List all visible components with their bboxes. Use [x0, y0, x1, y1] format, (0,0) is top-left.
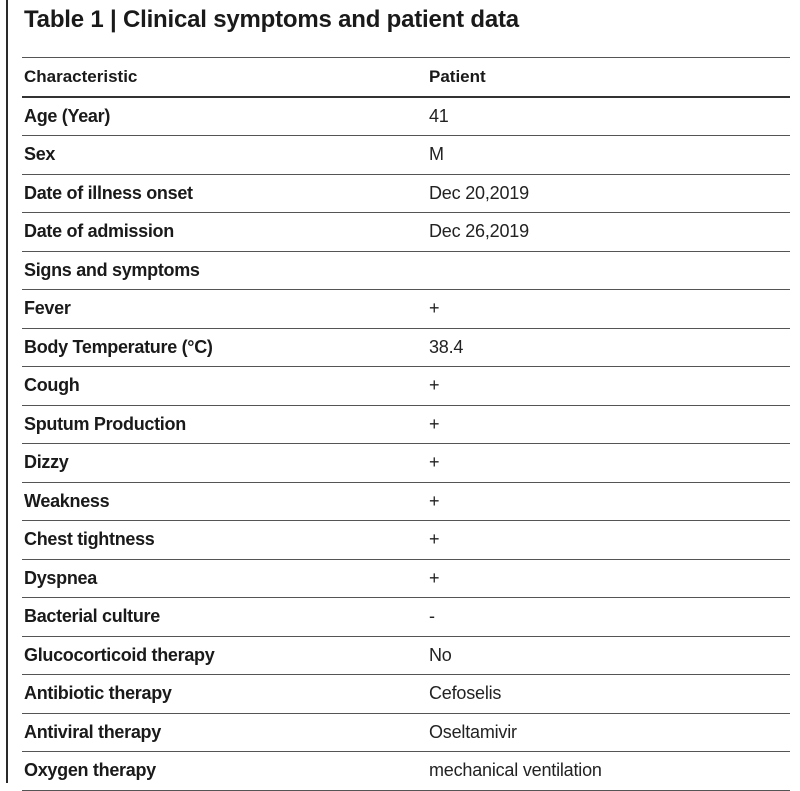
- table-row: [22, 444, 790, 483]
- table-row: [22, 559, 790, 598]
- row-patient-value: +: [427, 482, 790, 521]
- table-row: [22, 174, 790, 213]
- row-patient-value: 41: [427, 97, 790, 136]
- row-characteristic: Cough: [22, 367, 427, 406]
- row-characteristic: Chest tightness: [22, 521, 427, 560]
- row-patient-value: +: [427, 521, 790, 560]
- row-characteristic: Weakness: [22, 482, 427, 521]
- row-characteristic: Signs and symptoms: [22, 251, 427, 290]
- row-patient-value: 38.4: [427, 328, 790, 367]
- table-row: [22, 251, 790, 290]
- left-margin-rule: [6, 0, 8, 783]
- row-characteristic: Sputum Production: [22, 405, 427, 444]
- row-characteristic: Age (Year): [22, 97, 427, 136]
- table-row: [22, 367, 790, 406]
- table-row: [22, 213, 790, 252]
- clinical-data-table-container: [22, 57, 790, 791]
- table-row: [22, 752, 790, 791]
- row-characteristic: Fever: [22, 290, 427, 329]
- table-row: [22, 713, 790, 752]
- row-characteristic: Date of illness onset: [22, 174, 427, 213]
- table-row: [22, 290, 790, 329]
- table-row: [22, 136, 790, 175]
- row-characteristic: Date of admission: [22, 213, 427, 252]
- row-characteristic: Oxygen therapy: [22, 752, 427, 791]
- table-row: [22, 675, 790, 714]
- row-patient-value: +: [427, 405, 790, 444]
- row-characteristic: Dizzy: [22, 444, 427, 483]
- row-patient-value: +: [427, 444, 790, 483]
- row-patient-value: M: [427, 136, 790, 175]
- row-characteristic: Body Temperature (°C): [22, 328, 427, 367]
- row-characteristic: Antiviral therapy: [22, 713, 427, 752]
- row-patient-value: [427, 251, 790, 290]
- row-patient-value: -: [427, 598, 790, 637]
- table-row: [22, 97, 790, 136]
- row-patient-value: Oseltamivir: [427, 713, 790, 752]
- table-row: [22, 328, 790, 367]
- row-patient-value: Cefoselis: [427, 675, 790, 714]
- row-characteristic: Bacterial culture: [22, 598, 427, 637]
- row-characteristic: Sex: [22, 136, 427, 175]
- table-header-row: [22, 58, 790, 97]
- row-patient-value: +: [427, 559, 790, 598]
- row-patient-value: Dec 26,2019: [427, 213, 790, 252]
- table-row: [22, 598, 790, 637]
- table-row: [22, 482, 790, 521]
- row-characteristic: Antibiotic therapy: [22, 675, 427, 714]
- row-patient-value: Dec 20,2019: [427, 174, 790, 213]
- row-patient-value: +: [427, 367, 790, 406]
- table-row: [22, 405, 790, 444]
- clinical-data-table: [22, 57, 790, 791]
- row-characteristic: Glucocorticoid therapy: [22, 636, 427, 675]
- row-characteristic: Dyspnea: [22, 559, 427, 598]
- column-header-patient: Patient: [427, 58, 790, 97]
- table-title: Table 1 | Clinical symptoms and patient data: [24, 6, 519, 33]
- column-header-characteristic: Characteristic: [22, 58, 427, 97]
- row-patient-value: No: [427, 636, 790, 675]
- row-patient-value: mechanical ventilation: [427, 752, 790, 791]
- table-row: [22, 521, 790, 560]
- table-row: [22, 636, 790, 675]
- row-patient-value: +: [427, 290, 790, 329]
